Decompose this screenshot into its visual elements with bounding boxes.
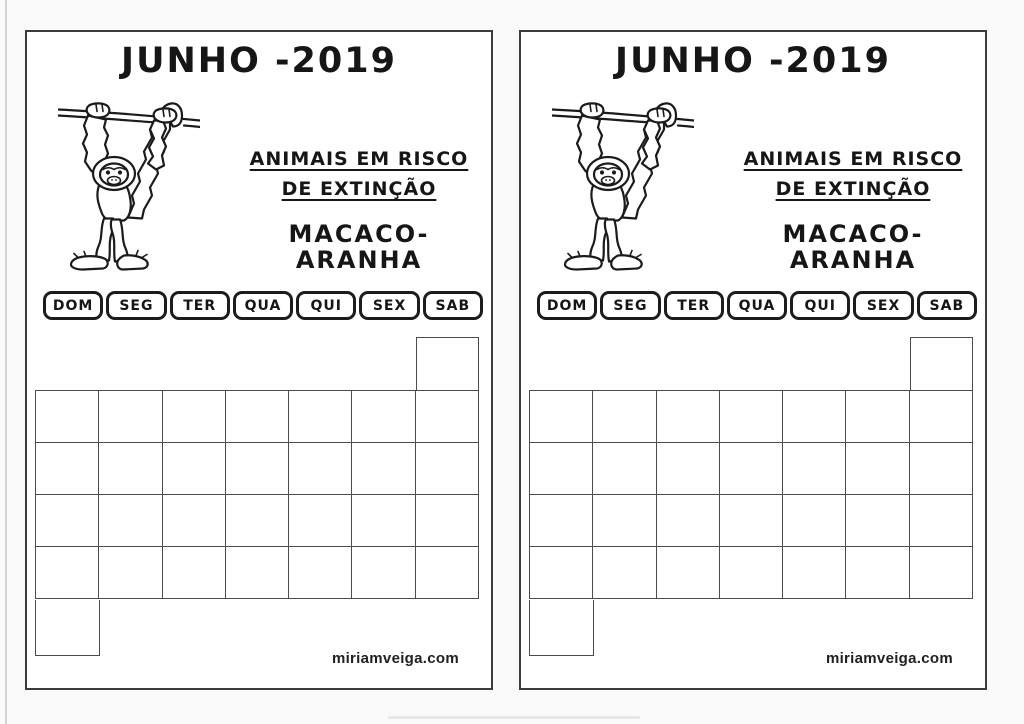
weekday-header-row <box>43 291 483 320</box>
calendar-day-cell <box>846 391 909 443</box>
weekday-dom: DOM <box>537 291 597 320</box>
calendar-day-cell <box>720 391 783 443</box>
calendar-day-cell <box>416 391 479 443</box>
weekday-sex: SEX <box>359 291 419 320</box>
calendar-day-cell <box>163 495 226 547</box>
calendar-day-cell <box>593 443 656 495</box>
weekday-header-row <box>537 291 977 320</box>
calendar-day-cell <box>99 495 162 547</box>
calendar-grid <box>35 337 479 657</box>
headings-block <box>230 144 488 274</box>
calendar-day-cell <box>226 495 289 547</box>
calendar-day-cell <box>352 391 415 443</box>
calendar-day-cell <box>99 391 162 443</box>
calendar-day-cell <box>530 547 593 599</box>
calendar-main-grid <box>529 390 973 599</box>
website-credit: miriamveiga.com <box>825 650 953 667</box>
calendar-first-saturday-cell <box>416 337 480 392</box>
calendar-day-cell <box>783 495 846 547</box>
spider-monkey-illustration <box>552 98 694 274</box>
calendar-day-cell <box>352 547 415 599</box>
headings-block <box>724 144 982 274</box>
month-title: JUNHO -2019 <box>615 41 891 81</box>
weekday-dom: DOM <box>43 291 103 320</box>
calendar-day-cell <box>657 443 720 495</box>
animal-name: MACACO-ARANHA <box>288 220 430 275</box>
weekday-qui: QUI <box>296 291 356 320</box>
calendar-day-cell <box>846 547 909 599</box>
calendar-day-cell <box>530 495 593 547</box>
website-credit: miriamveiga.com <box>331 650 459 667</box>
calendar-day-cell <box>289 495 352 547</box>
calendar-day-cell <box>783 391 846 443</box>
calendar-day-cell <box>416 547 479 599</box>
calendar-day-cell <box>720 443 783 495</box>
calendar-day-cell <box>289 443 352 495</box>
calendar-day-cell <box>783 443 846 495</box>
calendar-day-cell <box>657 547 720 599</box>
weekday-qui: QUI <box>790 291 850 320</box>
calendar-day-cell <box>36 495 99 547</box>
weekday-seg: SEG <box>600 291 660 320</box>
weekday-qua: QUA <box>233 291 293 320</box>
calendar-day-cell <box>289 547 352 599</box>
calendar-day-cell <box>352 443 415 495</box>
calendar-day-cell <box>593 495 656 547</box>
calendar-day-cell <box>530 443 593 495</box>
calendar-day-cell <box>99 443 162 495</box>
calendar-day-cell <box>163 443 226 495</box>
month-title: JUNHO -2019 <box>121 41 397 81</box>
calendar-day-cell <box>226 547 289 599</box>
calendar-main-grid <box>35 390 479 599</box>
calendar-day-cell <box>226 391 289 443</box>
calendar-day-cell <box>416 495 479 547</box>
calendar-day-cell <box>910 443 973 495</box>
calendar-day-cell <box>416 443 479 495</box>
calendar-grid <box>529 337 973 657</box>
weekday-sab: SAB <box>917 291 977 320</box>
calendar-day-cell <box>99 547 162 599</box>
calendar-day-cell <box>910 391 973 443</box>
animal-name: MACACO-ARANHA <box>782 220 924 275</box>
weekday-ter: TER <box>664 291 724 320</box>
calendar-day-cell <box>910 495 973 547</box>
heading-de-extincao: DE EXTINÇÃO <box>775 178 931 200</box>
heading-animais-em-risco: ANIMAIS EM RISCO <box>249 148 469 170</box>
calendar-day-cell <box>289 391 352 443</box>
calendar-first-saturday-cell <box>910 337 974 392</box>
calendar-day-cell <box>530 391 593 443</box>
calendar-day-cell <box>36 443 99 495</box>
calendar-day-cell <box>720 495 783 547</box>
calendar-day-cell <box>846 495 909 547</box>
heading-animais-em-risco: ANIMAIS EM RISCO <box>743 148 963 170</box>
calendar-day-cell <box>720 547 783 599</box>
calendar-day-cell <box>226 443 289 495</box>
calendar-last-sunday-cell <box>529 600 594 656</box>
spider-monkey-illustration <box>58 98 200 274</box>
weekday-ter: TER <box>170 291 230 320</box>
calendar-page-right <box>519 30 987 690</box>
calendar-day-cell <box>910 547 973 599</box>
calendar-day-cell <box>783 547 846 599</box>
weekday-seg: SEG <box>106 291 166 320</box>
calendar-day-cell <box>846 443 909 495</box>
calendar-day-cell <box>593 391 656 443</box>
calendar-day-cell <box>593 547 656 599</box>
calendar-day-cell <box>163 391 226 443</box>
calendar-day-cell <box>36 391 99 443</box>
calendar-day-cell <box>657 391 720 443</box>
weekday-sex: SEX <box>853 291 913 320</box>
calendar-day-cell <box>352 495 415 547</box>
calendar-last-sunday-cell <box>35 600 100 656</box>
page-edge-scan-line <box>5 0 7 724</box>
calendar-day-cell <box>163 547 226 599</box>
calendar-day-cell <box>36 547 99 599</box>
weekday-sab: SAB <box>423 291 483 320</box>
calendar-page-left <box>25 30 493 690</box>
bottom-scan-smudge <box>388 716 640 719</box>
heading-de-extincao: DE EXTINÇÃO <box>281 178 437 200</box>
weekday-qua: QUA <box>727 291 787 320</box>
calendar-day-cell <box>657 495 720 547</box>
